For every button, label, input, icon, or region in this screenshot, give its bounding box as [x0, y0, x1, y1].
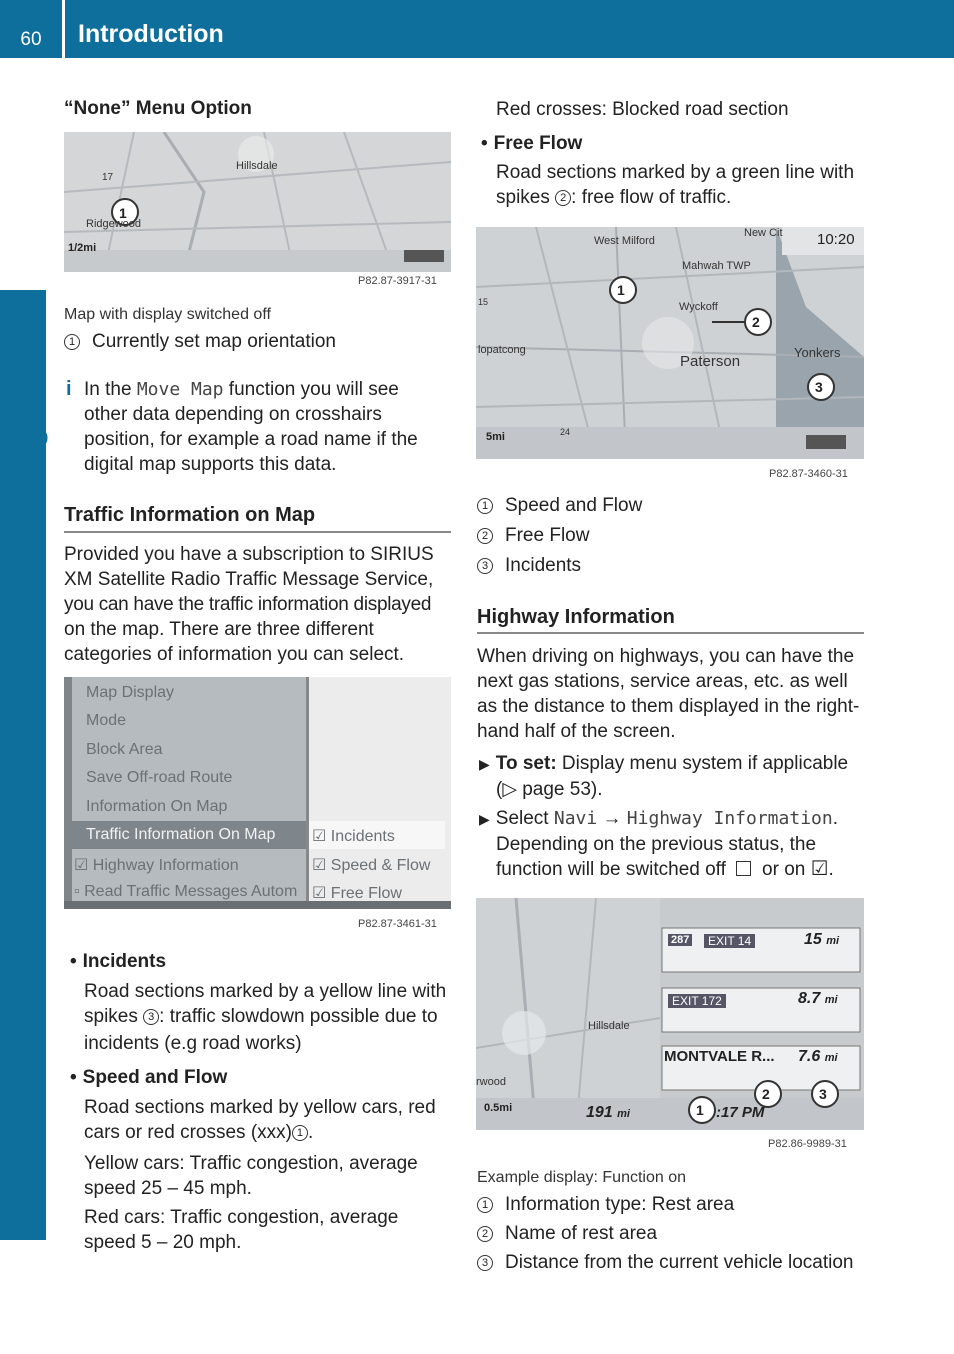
side-tab-label: Navigation — [12, 351, 48, 515]
example-legend: 1 Information type: Rest area 2 Name of rest area 3 Distance from the current vehicle location — [477, 1192, 877, 1275]
menu-item: ▫ Read Traffic Messages Autom — [74, 883, 298, 900]
map-3-label: rwood — [476, 1076, 506, 1088]
num-1: 1 — [292, 1125, 308, 1141]
map-3-code: P82.86-9989-31 — [768, 1138, 847, 1150]
route-shield: 287 — [668, 934, 692, 946]
map-2-label: West Milford — [594, 235, 655, 247]
menu-item: Block Area — [86, 741, 163, 758]
traffic-heading: Traffic Information on Map — [64, 504, 316, 526]
submenu-item: ☑ Free Flow — [312, 885, 402, 902]
map-3-time: :17 PM — [716, 1104, 765, 1121]
info-line-1: In the Move Map function you will see — [84, 379, 399, 400]
legend-text: Currently set map orientation — [92, 331, 336, 352]
info-line-4: digital map supports this data. — [84, 454, 337, 475]
map-1-code: P82.87-3917-31 — [358, 275, 437, 287]
highway-row-label: EXIT 14 — [704, 934, 755, 948]
page-number: 60 — [20, 29, 42, 50]
callout-2: 2 — [762, 1086, 770, 1102]
menu-screenshot — [64, 677, 451, 909]
menu-edge — [64, 677, 72, 909]
highway-row-label: EXIT 172 — [668, 994, 726, 1008]
map-1-label-ridgewood: Ridgewood — [86, 218, 142, 230]
map-2-label: Mahwah TWP — [682, 260, 751, 272]
num-1: 1 — [64, 334, 80, 350]
highway-heading: Highway Information — [477, 606, 675, 628]
menu-divider — [306, 677, 309, 909]
map-3-label: Hillsdale — [588, 1020, 630, 1032]
info-line-3: position, for example a road name if the — [84, 429, 418, 450]
menu-item: Save Off-road Route — [86, 769, 233, 786]
highway-paragraph: When driving on highways, you can have the next gas stations, service areas, etc. as well as the distance to them displayed in the right- hand half of the screen. — [477, 646, 860, 742]
info-note — [84, 377, 454, 477]
traffic-line: categories of information you can select. — [64, 644, 405, 665]
menu-code: P82.87-3461-31 — [358, 918, 437, 930]
map-2-label: Wyckoff — [679, 301, 718, 313]
map-1-label-route: 17 — [102, 172, 114, 183]
move-map-code: Move Map — [136, 379, 224, 400]
map-1-graphic — [64, 132, 451, 272]
map-2-scale: 5mi — [486, 431, 505, 443]
red-cars-text: Red cars: Traffic congestion, average speed 5 – 20 mph. — [84, 1207, 399, 1253]
step-arrow-icon: ▶ — [479, 756, 490, 772]
highway-row-distance: 8.7 mi — [798, 990, 838, 1007]
yellow-cars-text: Yellow cars: Traffic congestion, average speed 25 – 45 mph. — [84, 1153, 418, 1199]
header-divider — [62, 0, 65, 58]
heading-rule — [64, 531, 451, 533]
traffic-line: on the map. There are three different — [64, 619, 374, 640]
highway-row-distance: 15 mi — [804, 931, 840, 948]
highway-row-label: MONTVALE R... — [664, 1048, 775, 1065]
map-2-label: New Cit — [744, 227, 783, 239]
example-caption: Example display: Function on — [477, 1169, 686, 1186]
map-2-graphic — [476, 227, 864, 459]
info-icon: i — [66, 378, 72, 400]
callout-2: 2 — [752, 314, 760, 330]
step-arrow-icon: ▶ — [479, 811, 490, 827]
traffic-line: XM Satellite Radio Traffic Message Service, — [64, 569, 434, 590]
callout-1: 1 — [119, 205, 127, 221]
speed-text: Road sections marked by yellow cars, red cars or red crosses (xxx) 1 . — [84, 1097, 436, 1143]
map-screenshot-2 — [476, 227, 864, 459]
callout-1: 1 — [696, 1102, 704, 1118]
map-2-time: 10:20 — [817, 231, 855, 248]
map-1-caption: Map with display switched off — [64, 306, 271, 323]
section-title: Introduction — [78, 20, 224, 48]
map-screenshot-3 — [476, 898, 864, 1130]
free-flow-bullet: • Free Flow — [481, 133, 583, 154]
map-2-legend: 1 Speed and Flow 2 Free Flow 3 Incidents — [477, 493, 642, 578]
num-3: 3 — [143, 1009, 159, 1025]
submenu-item: ☑ Incidents — [312, 828, 395, 845]
map-screenshot-1 — [64, 132, 451, 272]
checkbox-on-icon: ☑ — [810, 858, 829, 880]
incidents-bullet: • Incidents — [70, 951, 167, 972]
submenu-item: ☑ Speed & Flow — [312, 857, 431, 874]
menu-item: Mode — [86, 712, 127, 729]
menu-item: Map Display — [86, 684, 175, 701]
checkbox-off-icon — [736, 861, 751, 876]
map-3-scale: 0.5mi — [484, 1102, 513, 1114]
callout-3: 3 — [819, 1086, 827, 1102]
callout-3: 3 — [815, 379, 823, 395]
map-1-label-hillsdale: Hillsdale — [236, 160, 278, 172]
map-2-label: 15 — [478, 297, 489, 307]
menu-item-selected: Traffic Information On Map — [86, 826, 276, 843]
speed-bullet: • Speed and Flow — [70, 1067, 228, 1088]
free-flow-text: Road sections marked by a green line with spikes 2 : free flow of traffic. — [496, 162, 855, 208]
none-menu-heading: “None” Menu Option — [64, 98, 252, 119]
map-1-legend-item — [64, 329, 336, 354]
traffic-line: you can have the traffic information displayed — [64, 594, 432, 615]
traffic-line: Provided you have a subscription to SIRIUS — [64, 544, 434, 565]
map-2-label: lopatcong — [478, 344, 526, 356]
map-2-label: Yonkers — [794, 345, 841, 360]
map-1-scale: 1/2mi — [68, 242, 97, 254]
map-2-code: P82.87-3460-31 — [769, 468, 848, 480]
menu-item: ☑ Highway Information — [74, 857, 239, 874]
select-step: ▶ Select Navi → Highway Information. Depending on the previous status, the function will be switched off or on ☑. — [479, 808, 838, 880]
highway-row-distance: 7.6 mi — [798, 1048, 838, 1065]
map-3-distance: 191 mi — [586, 1104, 630, 1121]
red-crosses-text: Red crosses: Blocked road section — [496, 99, 789, 120]
map-2-label: Paterson — [680, 353, 741, 370]
heading-rule — [477, 632, 864, 634]
num-2: 2 — [555, 190, 571, 206]
incidents-text: Road sections marked by a yellow line with spikes 3 : traffic slowdown possible due to incidents (e.g road works) — [84, 981, 447, 1054]
map-2-label: 24 — [560, 427, 571, 437]
info-line-2: other data depending on crosshairs — [84, 404, 382, 425]
menu-item: Information On Map — [86, 798, 228, 815]
to-set-step: ▶ To set: Display menu system if applicable (▷ page 53). — [479, 753, 849, 800]
callout-1: 1 — [617, 282, 625, 298]
traffic-paragraph — [64, 542, 459, 667]
